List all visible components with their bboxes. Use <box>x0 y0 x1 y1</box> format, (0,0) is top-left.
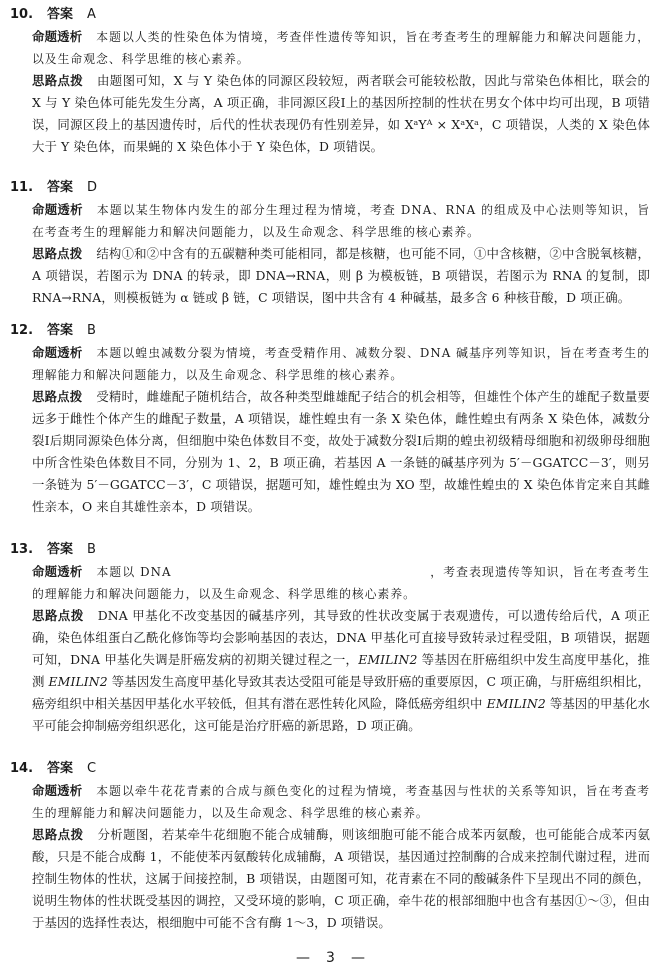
hint-label: 思路点拨 <box>32 73 84 88</box>
answer-line <box>10 758 650 780</box>
hint-paragraph <box>32 70 650 158</box>
hint-label: 思路点拨 <box>32 246 83 261</box>
answer-line <box>10 320 650 342</box>
intro-text: 本题以蝗虫减数分裂为情境，考查受精作用、减数分裂、DNA 碱基序列等知识，旨在考查考生的理解能力和解决问题能力，以及生命观念、科学思维的核心素养。 <box>32 346 650 382</box>
hint-label: 思路点拨 <box>32 608 84 623</box>
page-number-value: 3 <box>326 950 335 966</box>
page-dash-right: — <box>350 950 365 966</box>
question-number: 13. <box>10 542 34 557</box>
answer-label: 答案 <box>47 542 74 557</box>
hint-label: 思路点拨 <box>32 389 83 404</box>
intro-label: 命题透析 <box>32 345 83 360</box>
hint-text: 等基因在肝癌组织中发生高度甲基化，推测 <box>32 652 650 689</box>
question-number: 11. <box>10 180 34 195</box>
answer-label: 答案 <box>47 180 74 195</box>
answer-value: B <box>87 542 96 557</box>
answer-value: C <box>87 761 97 776</box>
question-12 <box>10 320 650 518</box>
intro-label: 命题透析 <box>32 564 83 579</box>
answer-value: D <box>87 180 98 195</box>
intro-paragraph <box>32 342 650 386</box>
question-number: 10. <box>10 7 34 22</box>
intro-text: 本题以人类的性染色体为情境，考查伴性遗传等知识，旨在考查考生的理解能力和解决问题能力，以及生命观念、科学思维的核心素养。 <box>32 30 650 66</box>
hint-text: 由题图可知，X 与 Y 染色体的同源区段较短，两者联会可能较松散，因此与常染色体相比，联会的 X 与 Y 染色体可能先发生分离，A 项正确，非同源区段Ⅰ上的基因所控制的性状在男女个体中均可出现，B 项错误，同源区段上的基因遗传时，后代的性状表现仍有性别差异，如 XᵃYᴬ × XᵃXᵃ，C 项错误，人类的 X 染色体大于 Y 染色体，而果蝇的 X 染色体小于 Y 染色体，D 项错误。 <box>32 73 651 154</box>
page-dash-left: — <box>296 950 311 966</box>
intro-text: 本题以 DNA ，考查表现遗传等知识，旨在考查考生的理解能力和解决问题能力，以及生命观念、科学思维的核心素养。 <box>32 565 650 601</box>
intro-paragraph <box>32 26 650 70</box>
question-13 <box>10 539 650 737</box>
answer-label: 答案 <box>47 761 74 776</box>
intro-paragraph <box>32 561 650 605</box>
hint-text: 分析题图，若某牵牛花细胞不能合成辅酶，则该细胞可能不能合成苯丙氨酸，也可能能合成苯丙氨酸，只是不能合成酶 1，不能使苯丙氨酸转化成辅酶，A 项错误，基因通过控制酶的合成来控制代谢过程，进而控制生物体的性状，这属于间接控制，B 项错误，由题图可知，花青素在不同的酸碱条件下呈现出不同的颜色，说明生物体的性状既受基因的调控，又受环境的影响，C 项正确，牵牛花的根部细胞中也含有基因①～③，但由于基因的选择性表达，根细胞中可能不含有酶 1～3，D 项错误。 <box>32 827 650 930</box>
intro-text: 本题以牵牛花花青素的合成与颜色变化的过程为情境，考查基因与性状的关系等知识，旨在考查考生的理解能力和解决问题能力，以及生命观念、科学思维的核心素养。 <box>32 784 650 820</box>
intro-paragraph <box>32 780 650 824</box>
hint-text: DNA 甲基化不改变基因的碱基序列，其导致的性状改变属于表观遗传，可以遗传给后代，A 项正确，染色体组蛋白乙酰化修饰等均会影响基因的表达，DNA 甲基化可直接导致转录过程受阻，B 项错误，据题可知，DNA 甲基化失调是肝癌发病的初期关键过程之一， <box>32 608 650 667</box>
answer-label: 答案 <box>47 7 74 22</box>
answer-line <box>10 539 650 561</box>
answer-label: 答案 <box>47 323 74 338</box>
question-10 <box>10 4 650 158</box>
answer-line <box>10 4 650 26</box>
question-14 <box>10 758 650 934</box>
page-number <box>0 950 661 966</box>
intro-label: 命题透析 <box>32 783 83 798</box>
hint-paragraph <box>32 824 650 934</box>
hint-text: 等基因的甲基化水平可能会抑制癌旁组织恶化，这可能是治疗肝癌的新思路，D 项正确。 <box>32 696 650 733</box>
hint-label: 思路点拨 <box>32 827 84 842</box>
intro-text: 本题以某生物体内发生的部分生理过程为情境，考查 DNA、RNA 的组成及中心法则等知识，旨在考查考生的理解能力和解决问题能力，以及生命观念、科学思维的核心素养。 <box>32 203 651 239</box>
question-11 <box>10 177 650 309</box>
hint-paragraph <box>32 605 650 737</box>
hint-text: 受精时，雌雄配子随机结合，故各种类型雌雄配子结合的机会相等，但雄性个体产生的雄配子数量要远多于雌性个体产生的雌配子数量，A 项错误，雄性蝗虫有一条 X 染色体，雌性蝗虫有两条 X 染色体，减数分裂Ⅰ后期同源染色体分离，但细胞中染色体数目不变，故处于减数分裂Ⅰ后期的蝗虫初级精母细胞和初级卵母细胞中所含性染色体数目不同，分别为 1、2，B 项正确，若基因 A 一条链的碱基序列为 5′－GGATCC－3′，则另一条链为 5′－GGATCC－3′，C 项错误，据题可知，雄性蝗虫为 XO 型，故雄性蝗虫的 X 染色体肯定来自其雌性亲本，O 来自其雄性亲本，D 项错误。 <box>32 389 650 514</box>
hint-text: 结构①和②中含有的五碳糖种类可能相同，都是核糖，也可能不同，①中含核糖，②中含脱氧核糖，A 项错误，若图示为 DNA 的转录，即 DNA→RNA，则 β 为模板链，B 项错误，若图示为 RNA 的复制，即 RNA→RNA，则模板链为 α 链或 β 链，C 项错误，图中共含有 4 种碱基，最多含 6 种核苷酸，D 项正确。 <box>32 246 650 305</box>
intro-label: 命题透析 <box>32 202 83 217</box>
hint-text: 等基因发生高度甲基化导致其表达受阻可能是导致肝癌的重要原因，C 项正确，与肝癌组织相比，癌旁组织中相关基因甲基化水平较低，但其有潜在恶性转化风险，降低癌旁组织中 <box>32 674 650 711</box>
answer-value: A <box>87 7 96 22</box>
gene-name: EMILIN2 <box>486 696 546 711</box>
gene-name: EMILIN2 <box>358 652 418 667</box>
answer-value: B <box>87 323 96 338</box>
hint-paragraph <box>32 243 650 309</box>
question-number: 14. <box>10 761 34 776</box>
answer-line <box>10 177 650 199</box>
hint-paragraph <box>32 386 650 518</box>
question-number: 12. <box>10 323 34 338</box>
intro-label: 命题透析 <box>32 29 83 44</box>
intro-paragraph <box>32 199 650 243</box>
gene-name: EMILIN2 <box>48 674 108 689</box>
